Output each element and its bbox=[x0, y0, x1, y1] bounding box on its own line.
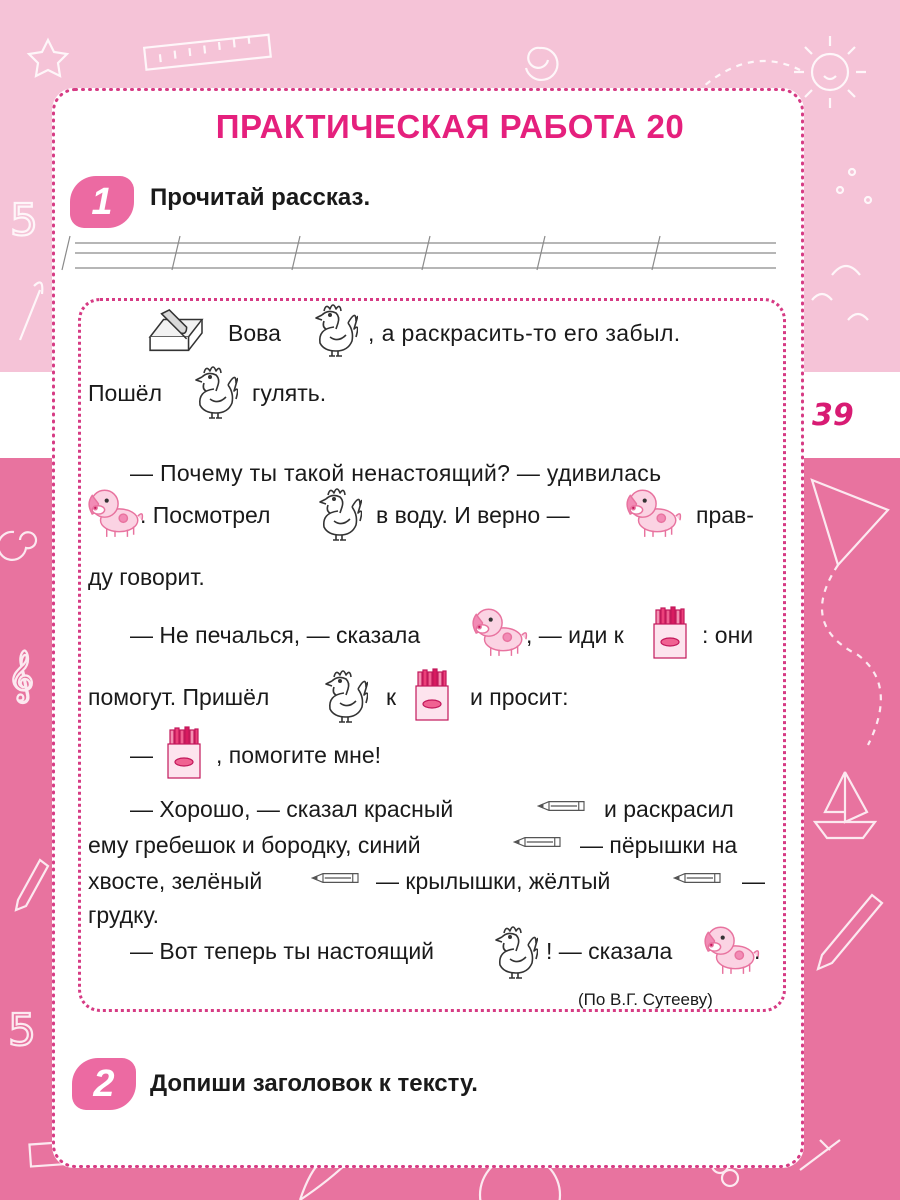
rooster-icon bbox=[188, 362, 238, 420]
story-text: — Не печалься, — сказала bbox=[130, 622, 421, 648]
pencil-icon bbox=[310, 871, 364, 885]
story-text: — пёрышки на bbox=[580, 832, 738, 858]
story-text: . Посмотрел bbox=[140, 502, 271, 528]
story-text: Пошёл bbox=[88, 380, 162, 406]
story-text: — Почему ты такой ненастоящий? — удивилась bbox=[130, 460, 662, 486]
story-text: грудку. bbox=[88, 902, 159, 928]
svg-text:5: 5 bbox=[10, 195, 38, 246]
pencil-icon bbox=[536, 799, 590, 813]
puppy-icon bbox=[624, 485, 682, 539]
pencil-box-icon bbox=[652, 604, 688, 660]
story-text: ! — сказала bbox=[546, 938, 673, 964]
story-text: и раскрасил bbox=[604, 796, 734, 822]
story-text: к bbox=[386, 684, 397, 710]
story-text: гулять. bbox=[252, 380, 327, 406]
story-text: — bbox=[742, 868, 765, 894]
task-instruction: Допиши заголовок к тексту. bbox=[150, 1070, 478, 1097]
story-text: хвосте, зелёный bbox=[88, 868, 263, 894]
pencil-box-icon bbox=[414, 666, 450, 722]
story-text: : они bbox=[702, 622, 754, 648]
story-text: — bbox=[130, 742, 153, 768]
story-text: ему гребешок и бородку, синий bbox=[88, 832, 421, 858]
story-text: помогут. Пришёл bbox=[88, 684, 270, 710]
story-text: прав- bbox=[696, 502, 754, 528]
svg-text:5: 5 bbox=[8, 1005, 36, 1056]
story-text: ду говорит. bbox=[88, 564, 205, 590]
task-number-badge: 1 bbox=[70, 176, 134, 228]
pencil-box-icon bbox=[166, 724, 202, 780]
story-text: и просит: bbox=[470, 684, 569, 710]
story-text: , помогите мне! bbox=[216, 742, 382, 768]
page-title: ПРАКТИЧЕСКАЯ РАБОТА 20 bbox=[215, 108, 685, 145]
rooster-icon bbox=[312, 484, 362, 542]
puppy-icon bbox=[86, 485, 144, 539]
drawing-hand-icon bbox=[148, 308, 206, 358]
story-text: , а раскрасить-то его забыл. bbox=[368, 320, 681, 346]
pencil-icon bbox=[672, 871, 726, 885]
story-text: — Вот теперь ты настоящий bbox=[130, 938, 435, 964]
puppy-icon bbox=[702, 922, 760, 976]
page-number: 39 bbox=[812, 398, 854, 433]
task-instruction: Прочитай рассказ. bbox=[150, 184, 371, 211]
story-text: . bbox=[754, 938, 761, 964]
story-attribution: (По В.Г. Сутееву) bbox=[578, 990, 713, 1009]
story-text: , — иди к bbox=[526, 622, 624, 648]
task-number-badge: 2 bbox=[72, 1058, 136, 1110]
story-text: в воду. И верно — bbox=[376, 502, 570, 528]
story-text: Вова bbox=[228, 320, 281, 346]
rooster-icon bbox=[488, 922, 538, 980]
rooster-icon bbox=[318, 666, 368, 724]
svg-text:𝄞: 𝄞 bbox=[8, 650, 35, 701]
puppy-icon bbox=[470, 604, 528, 658]
story-text: — Хорошо, — сказал красный bbox=[130, 796, 454, 822]
pencil-icon bbox=[512, 835, 566, 849]
rooster-icon bbox=[308, 300, 358, 358]
story-text: — крылышки, жёлтый bbox=[376, 868, 611, 894]
